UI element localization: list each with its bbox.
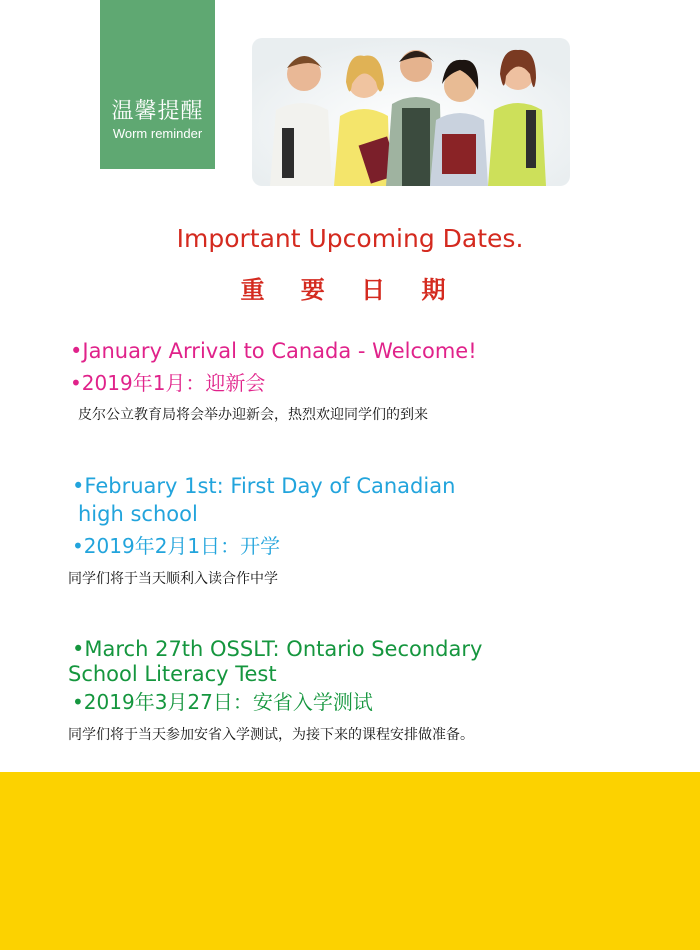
event-march-cn: •2019年3月27日：安省入学测试 [72,690,373,714]
event-february-cn: •2019年2月1日：开学 [72,534,281,558]
event-january-desc: 皮尔公立教育局将会举办迎新会，热烈欢迎同学们的到来 [78,407,428,423]
event-january-cn: •2019年1月：迎新会 [70,371,266,395]
warm-reminder-cn: 温馨提醒 [111,99,204,124]
event-february-desc: 同学们将于当天顺利入读合作中学 [68,571,278,587]
event-march-en: •March 27th OSSLT: Ontario Secondary [72,637,483,661]
event-january-en: •January Arrival to Canada - Welcome! [70,339,477,363]
event-march-en-cont: School Literacy Test [68,662,277,686]
warm-reminder-en: Worm reminder [112,126,203,141]
students-photo [252,38,570,186]
warm-reminder-tag [100,0,215,169]
footer-band [0,772,700,950]
event-march-desc: 同学们将于当天参加安省入学测试，为接下来的课程安排做准备。 [68,727,474,743]
event-february-en: •February 1st: First Day of Canadian [72,474,456,498]
upcoming-dates-title: Important Upcoming Dates. [176,224,524,253]
event-february-en-cont: high school [78,502,198,526]
upcoming-dates-title-cn: 重 要 日 期 [240,276,460,304]
